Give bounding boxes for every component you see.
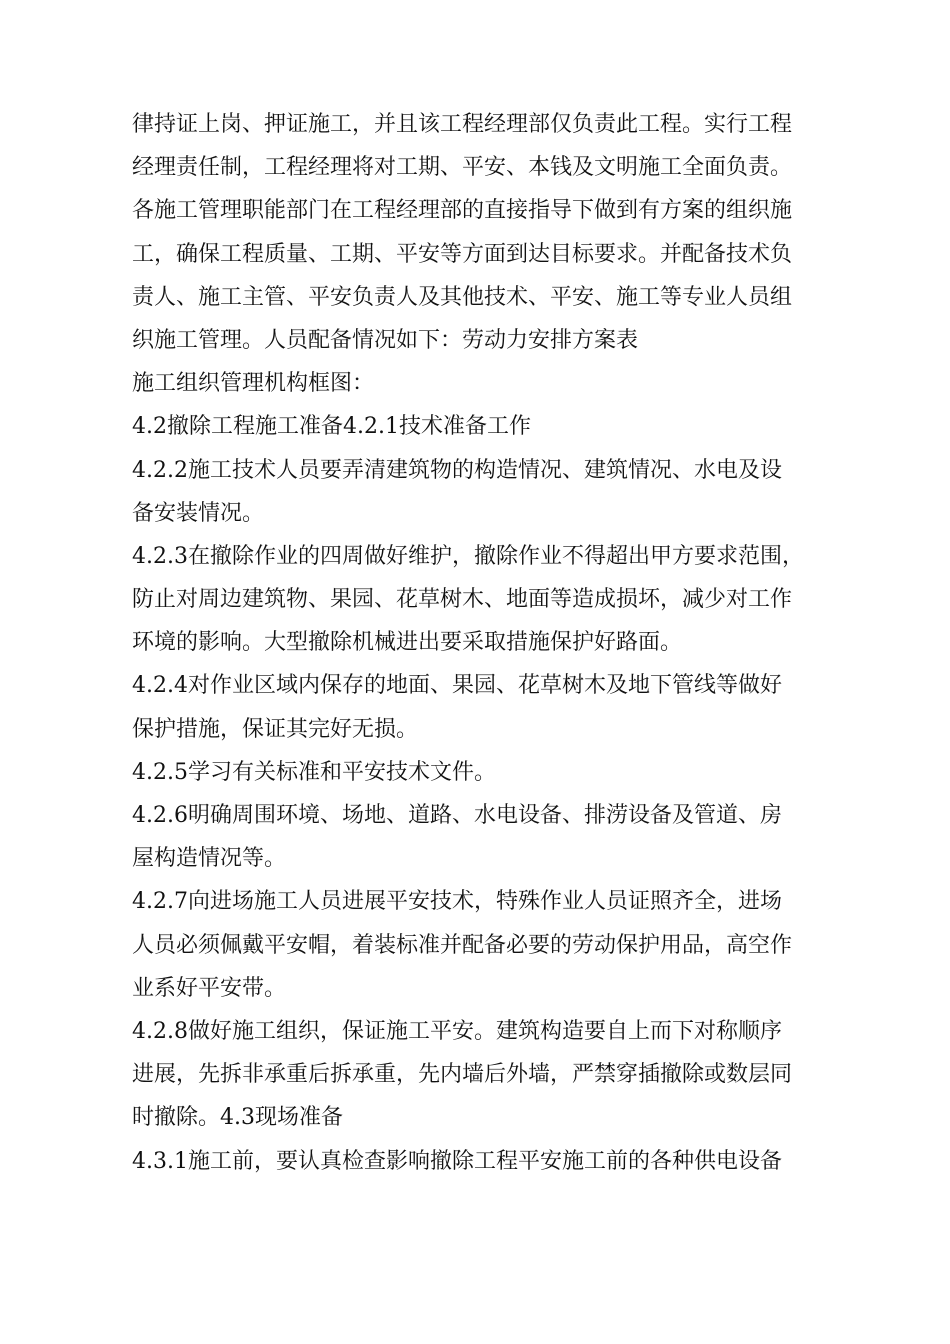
text-line: 进展，先拆非承重后拆承重，先内墙后外墙，严禁穿插撤除或数层同 — [132, 1062, 793, 1088]
section-heading: 4.2撤除工程施工准备4.2.1技术准备工作 — [132, 414, 531, 440]
text-line: 4.2.3在撤除作业的四周做好维护，撤除作业不得超出甲方要求范围， — [132, 543, 804, 569]
text-line: 防止对周边建筑物、果园、花草树木、地面等造成损坏，减少对工作 — [132, 587, 793, 613]
text-line: 经理责任制，工程经理将对工期、平安、本钱及文明施工全面负责。 — [132, 155, 793, 181]
text-line: 4.2.4对作业区域内保存的地面、果园、花草树木及地下管线等做好 — [132, 673, 782, 699]
text-line: 4.2.7向进场施工人员进展平安技术，特殊作业人员证照齐全，进场 — [132, 889, 782, 915]
text-line: 4.2.2施工技术人员要弄清建筑物的构造情况、建筑情况、水电及设 — [132, 457, 782, 483]
document-body — [132, 103, 822, 1183]
text-line: 律持证上岗、押证施工，并且该工程经理部仅负责此工程。实行工程 — [132, 112, 793, 137]
text-line: 4.2.8做好施工组织，保证施工平安。建筑构造要自上而下对称顺序 — [132, 1018, 782, 1044]
text-line: 责人、施工主管、平安负责人及其他技术、平安、施工等专业人员组 — [132, 284, 793, 310]
text-line: 保护措施，保证其完好无损。 — [132, 716, 419, 742]
text-line: 时撤除。4.3现场准备 — [132, 1105, 343, 1131]
text-line: 屋构造情况等。 — [132, 846, 287, 872]
text-line: 各施工管理职能部门在工程经理部的直接指导下做到有方案的组织施 — [132, 198, 793, 224]
text-line: 工，确保工程质量、工期、平安等方面到达目标要求。并配备技术负 — [132, 241, 793, 267]
text-line: 4.2.6明确周围环境、场地、道路、水电设备、排涝设备及管道、房 — [132, 803, 782, 828]
text-line: 施工组织管理机构框图： — [132, 371, 375, 397]
text-line: 织施工管理。人员配备情况如下：劳动力安排方案表 — [132, 327, 639, 353]
text-line: 人员必须佩戴平安帽，着装标准并配备必要的劳动保护用品，高空作 — [132, 932, 793, 958]
text-line: 环境的影响。大型撤除机械进出要采取措施保护好路面。 — [132, 630, 683, 656]
text-line: 4.3.1施工前，要认真检查影响撤除工程平安施工前的各种供电设备 — [132, 1148, 782, 1174]
text-line: 备安装情况。 — [132, 500, 265, 526]
text-line: 4.2.5学习有关标准和平安技术文件。 — [132, 759, 496, 785]
text-line: 业系好平安带。 — [132, 975, 287, 1001]
